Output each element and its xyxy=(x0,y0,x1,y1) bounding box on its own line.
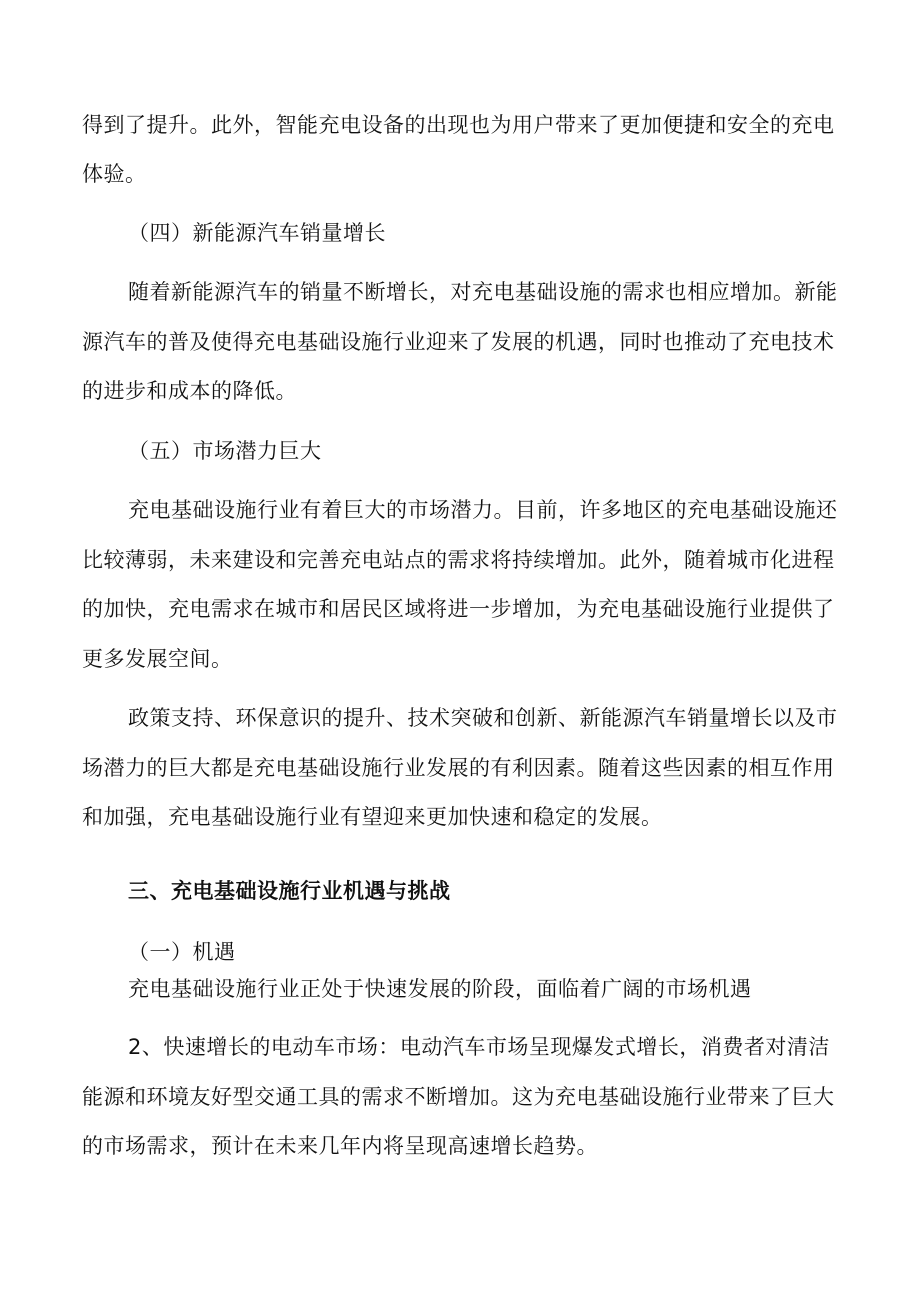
paragraph-line: 更多发展空间。 xyxy=(82,647,233,671)
paragraph-line: 和加强，充电基础设施行业有望迎来更加快速和稳定的发展。 xyxy=(82,805,663,829)
paragraph-line: 随着新能源汽车的销量不断增长，对充电基础设施的需求也相应增加。新能 xyxy=(128,280,838,304)
list-item-line: 的市场需求，预计在未来几年内将呈现高速增长趋势。 xyxy=(82,1134,598,1158)
list-item-line: 能源和环境友好型交通工具的需求不断增加。这为充电基础设施行业带来了巨大 xyxy=(82,1085,835,1109)
paragraph-line: 的进步和成本的降低。 xyxy=(82,379,297,403)
paragraph-line: 得到了提升。此外，智能充电设备的出现也为用户带来了更加便捷和安全的充电 xyxy=(82,113,835,137)
subheading-four: （四）新能源汽车销量增长 xyxy=(128,221,386,245)
paragraph-line: 场潜力的巨大都是充电基础设施行业发展的有利因素。随着这些因素的相互作用 xyxy=(82,756,835,780)
paragraph-line: 政策支持、环保意识的提升、技术突破和创新、新能源汽车销量增长以及市 xyxy=(128,706,838,730)
list-item-line: 2、快速增长的电动车市场：电动汽车市场呈现爆发式增长，消费者对清洁 xyxy=(128,1035,830,1059)
paragraph-line: 源汽车的普及使得充电基础设施行业迎来了发展的机遇，同时也推动了充电技术 xyxy=(82,330,835,354)
paragraph-line: 充电基础设施行业正处于快速发展的阶段，面临着广阔的市场机遇 xyxy=(128,977,752,1001)
paragraph-line: 比较薄弱，未来建设和完善充电站点的需求将持续增加。此外，随着城市化进程 xyxy=(82,548,835,572)
subheading-five: （五）市场潜力巨大 xyxy=(128,439,322,463)
paragraph-line: 的加快，充电需求在城市和居民区域将进一步增加，为充电基础设施行业提供了 xyxy=(82,597,835,621)
paragraph-line: 体验。 xyxy=(82,162,147,186)
section-heading: 三、充电基础设施行业机遇与挑战 xyxy=(128,879,451,903)
subheading-opportunity: （一）机遇 xyxy=(128,940,236,964)
paragraph-line: 充电基础设施行业有着巨大的市场潜力。目前，许多地区的充电基础设施还 xyxy=(128,498,838,522)
